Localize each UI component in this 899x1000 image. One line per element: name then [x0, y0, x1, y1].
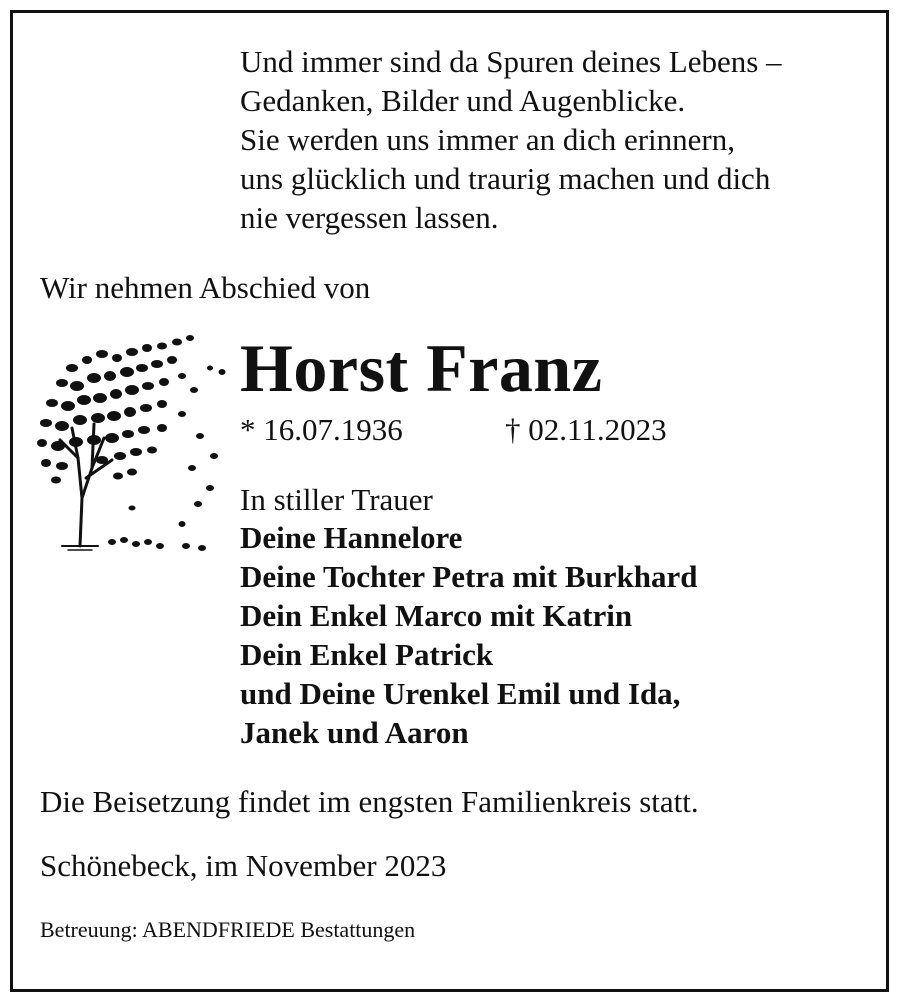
- poem-line: Sie werden uns immer an dich erinnern,: [240, 122, 735, 157]
- mourning-heading: In stiller Trauer: [240, 482, 433, 517]
- deceased-name: Horst Franz: [240, 330, 603, 406]
- mourner-entry: Deine Hannelore: [240, 520, 463, 555]
- birth-date: * 16.07.1936: [240, 412, 403, 447]
- mourners-list: [240, 518, 698, 752]
- farewell-intro: Wir nehmen Abschied von: [40, 270, 371, 305]
- poem-line: uns glücklich und traurig machen und dich: [240, 161, 771, 196]
- death-date: † 02.11.2023: [505, 412, 667, 447]
- mourner-entry: Janek und Aaron: [240, 715, 469, 750]
- mourner-entry: Dein Enkel Marco mit Katrin: [240, 598, 633, 633]
- tree-with-falling-leaves-icon: [32, 328, 232, 560]
- memorial-poem: [240, 42, 782, 237]
- mourner-entry: Deine Tochter Petra mit Burkhard: [240, 559, 698, 594]
- poem-line: Und immer sind da Spuren deines Lebens –: [240, 44, 782, 79]
- mourner-entry: und Deine Urenkel Emil und Ida,: [240, 676, 681, 711]
- funeral-home-credit: Betreuung: ABENDFRIEDE Bestattungen: [40, 917, 416, 942]
- burial-notice: Die Beisetzung findet im engsten Familienkreis statt.: [40, 784, 699, 819]
- mourner-entry: Dein Enkel Patrick: [240, 637, 494, 672]
- life-dates: [240, 410, 667, 450]
- place-and-date: Schönebeck, im November 2023: [40, 848, 447, 883]
- poem-line: nie vergessen lassen.: [240, 200, 499, 235]
- poem-line: Gedanken, Bilder und Augenblicke.: [240, 83, 686, 118]
